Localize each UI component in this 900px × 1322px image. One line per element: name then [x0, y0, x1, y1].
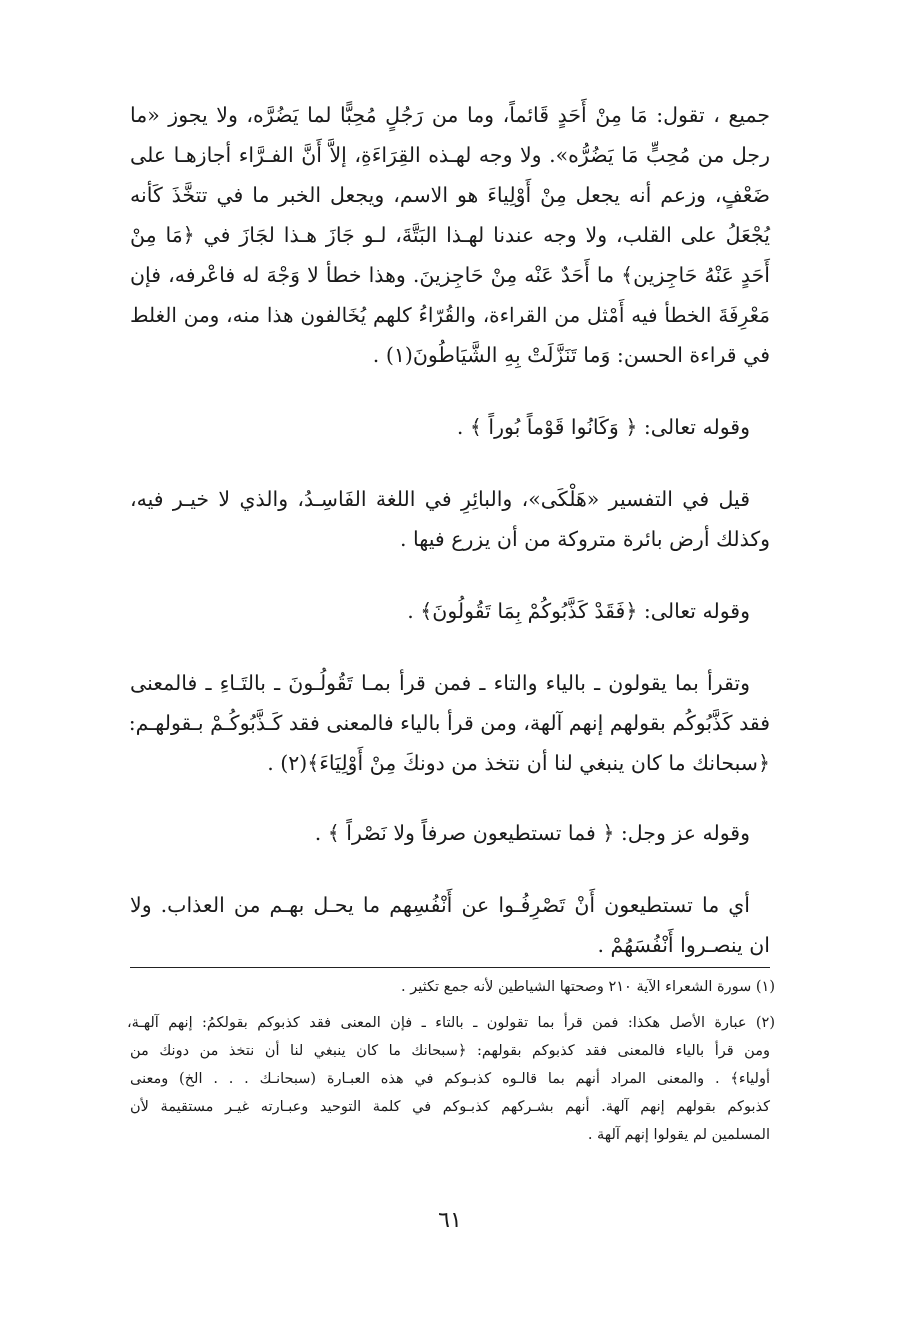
footnote-2-line: ومن قرأ بالياء فالمعنى فقد كذبوكم بقولهم: ﴿سبحانك ما كان ينبغي لنا أن نتخذ من دونك من [130, 1043, 770, 1059]
footnote-2-line: المسلمين لم يقولوا إنهم آلهة . [587, 1127, 770, 1143]
verse-heading: وقوله تعالى: ﴿فَقَدْ كَذَّبُوكُمْ بِمَا تَقُولُونَ﴾ . [407, 599, 750, 623]
verse-heading: وقوله تعالى: ﴿ وَكَانُوا قَوْماً بُوراً ﴾ . [456, 415, 750, 439]
body-line: قيل في التفسير «هَلْكَى»، والبائِرِ في اللغة الفَاسِـدُ، والذي لا خيـر فيه، [130, 487, 750, 511]
footnote-2-line: أولياء﴾ . والمعنى المراد أنهم بما قالـوه كذبـوكم في هذه العبـارة (سبحانـك . . . الخ) ومعنى [130, 1071, 770, 1087]
body-line: وكذلك أرض بائرة متروكة من أن يزرع فيها . [400, 527, 770, 551]
body-line: ان ينصـروا أَنْفُسَهُمْ . [597, 933, 770, 957]
body-line: فقد كَذَّبُوكُم بقولهم إنهم آلهة، ومن قرأ بالياء فالمعنى فقد كَـذَّبُوكُـمْ بـقولهـم: [128, 711, 770, 735]
body-line: في قراءة الحسن: وَما تَنَزَّلَتْ بِهِ الشَّيَاطُونَ(١) . [372, 343, 770, 367]
body-line: يُجْعَلُ على القلب، ولا وجه عندنا لهـذا البَتَّةَ، لـو جَازَ هـذا لجَازَ في ﴿مَا مِنْ [130, 223, 770, 247]
verse-heading: وقوله عز وجل: ﴿ فما تستطيعون صرفاً ولا نَصْراً ﴾ . [314, 821, 750, 845]
footnote-2-line: (٢) عبارة الأصل هكذا: فمن قرأ بما تقولون ـ بالتاء ـ فإن المعنى فقد كذبوكم بقولكمُ: إنهم آلهـة، [127, 1015, 775, 1031]
body-line: ضَعْفٍ، وزعم أنه يجعل مِنْ أَوْلِياءَ هو الاسم، ويجعل الخبر ما في تتخَّذَ كَأنه [130, 183, 770, 207]
footnote-separator [130, 967, 770, 968]
body-line: جميع ، تقول: مَا مِنْ أَحَدٍ قَائماً، وما من رَجُلٍ مُحِبًّا لما يَضُرَّه، ولا يجوز «ما [130, 103, 770, 127]
footnote-2-line: كذبوكم بقولهم إنهم آلهة. أنهم بشـركهم كذبـوكم في كلمة التوحيد وعبـارته غيـر مستقيمة لأن [130, 1099, 770, 1115]
body-line: أي ما تستطيعون أَنْ تَصْرِفُـوا عن أَنْفُسِهم ما يحـل بهـم من العذاب. ولا [130, 893, 750, 917]
body-line: ﴿سبحانك ما كان ينبغي لنا أن نتخذ من دونكَ مِنْ أَوْلِيَاءَ﴾(٢) . [267, 751, 770, 775]
page-number: ٦١ [438, 1208, 462, 1233]
body-line: مَعْرِفَةَ الخطأ فيه أَمْثل من القراءة، والقُرّاءُ كلهم يُخَالفون هذا منه، ومن الغلط [130, 303, 770, 327]
body-line: أَحَدٍ عَنْهُ حَاجِزين﴾ ما أَحَدٌ عَنْه مِنْ حَاجِزينَ. وهذا خطأ لا وَجْهَ له فاعْرفه، فإن [130, 263, 770, 287]
body-line: وتقرأ بما يقولون ـ بالياء والتاء ـ فمن قرأ بمـا تَقُولُـونَ ـ بالتَـاءِ ـ فالمعنى [130, 671, 750, 695]
body-line: رجل من مُحِبٍّ مَا يَضُرُّه». ولا وجه لهـذه القِرَاءَةِ، إلاَّ أَنَّ الفـرَّاء أجازهـا على [130, 143, 770, 167]
footnote-1: (١) سورة الشعراء الآية ٢١٠ وصحتها الشياطين لأنه جمع تكثير . [401, 979, 775, 995]
